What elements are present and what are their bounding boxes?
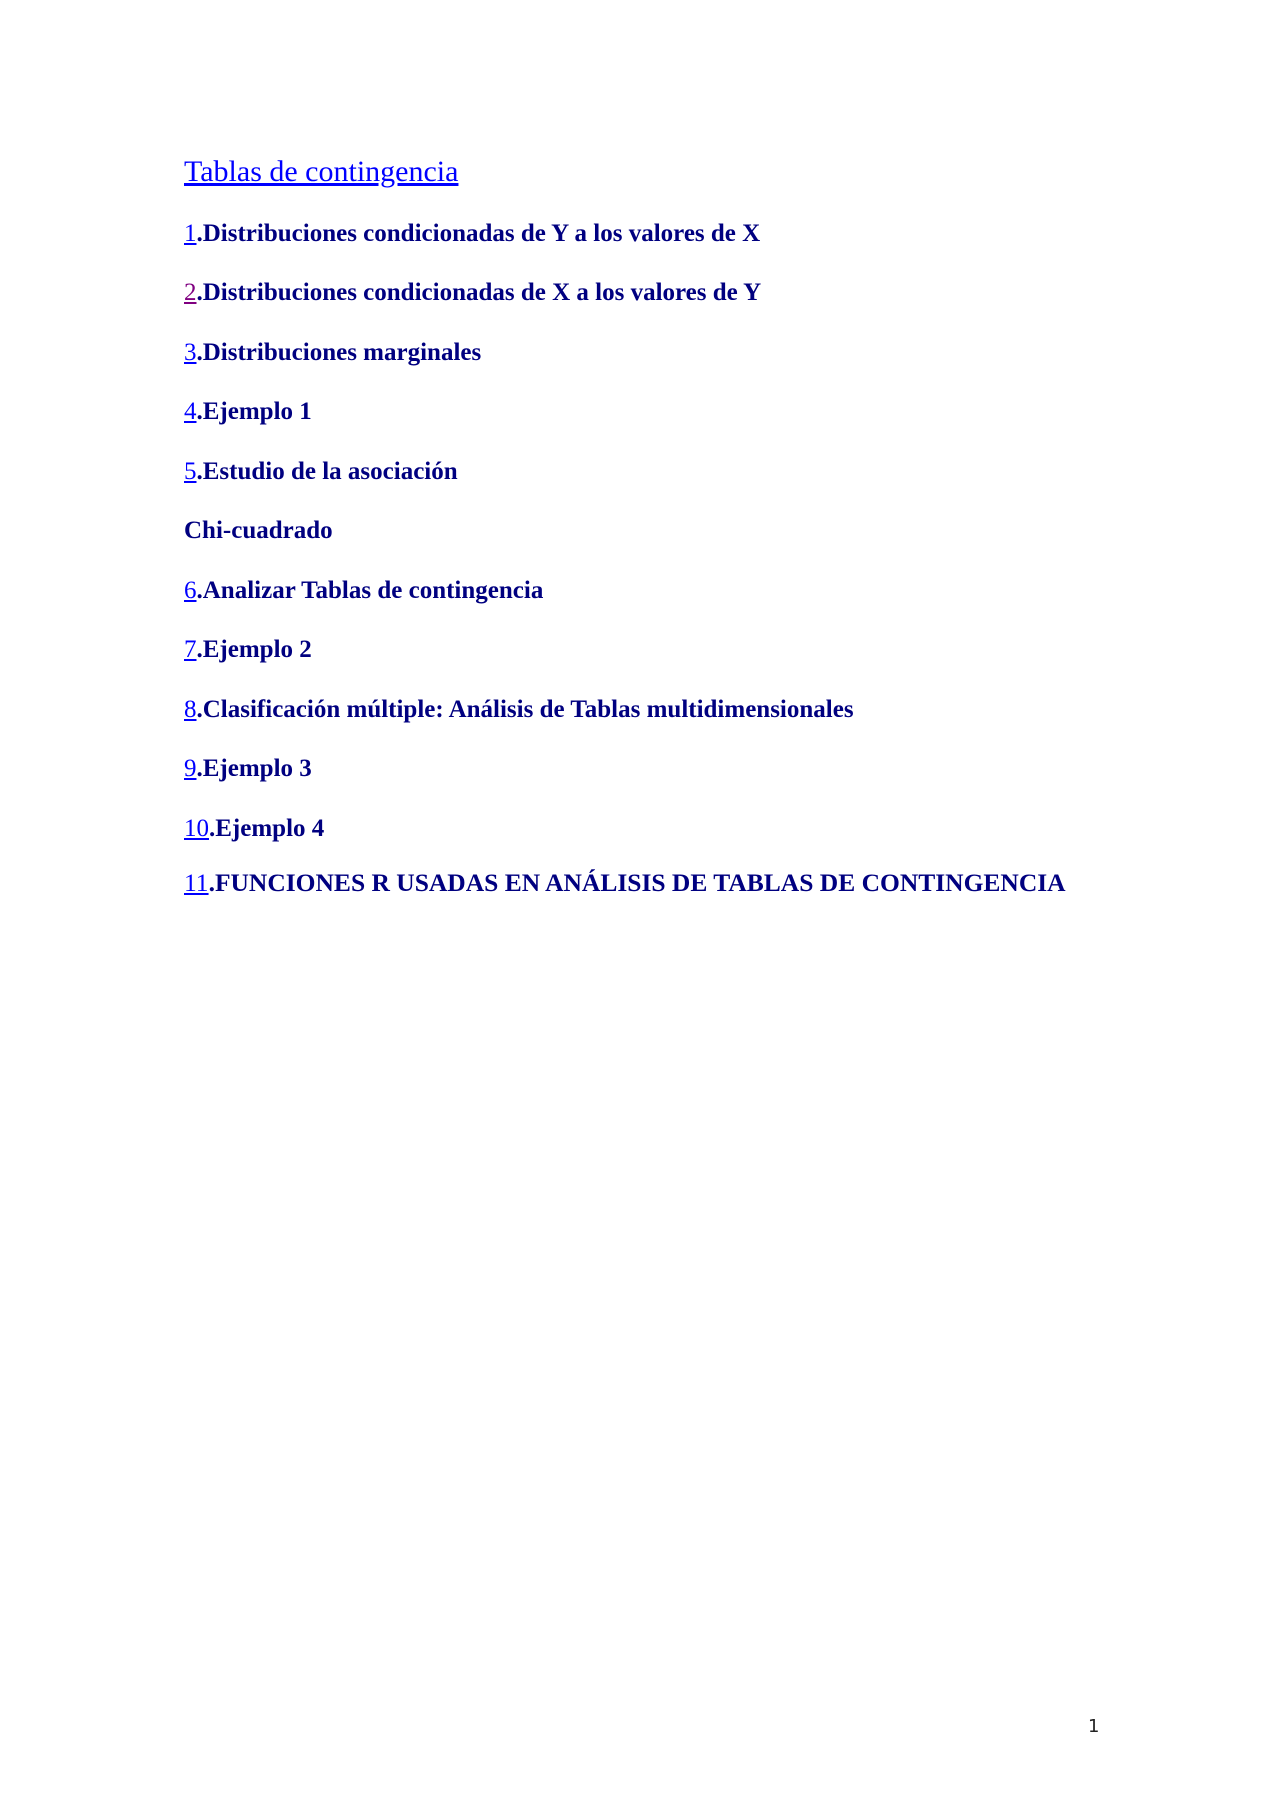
toc-text-2: .Distribuciones condicionadas de X a los valores de Y — [196, 279, 762, 306]
toc-link-9[interactable]: 9 — [184, 755, 197, 782]
toc-link-11[interactable]: 11 — [184, 868, 209, 897]
toc-item-3 — [184, 337, 481, 369]
toc-link-8[interactable]: 8 — [184, 696, 197, 723]
toc-text-1: .Distribuciones condicionadas de Y a los valores de X — [196, 220, 761, 247]
toc-link-10[interactable]: 10 — [184, 815, 209, 842]
toc-link-3[interactable]: 3 — [184, 339, 197, 366]
toc-link-2[interactable]: 2 — [184, 279, 197, 306]
toc-item-5 — [184, 456, 458, 488]
toc-link-4[interactable]: 4 — [184, 398, 197, 425]
toc-text-5: .Estudio de la asociación — [196, 458, 458, 485]
toc-item-2 — [184, 277, 761, 309]
toc-item-8 — [184, 694, 854, 726]
toc-text-11: .FUNCIONES R USADAS EN ANÁLISIS DE TABLAS DE CONTINGENCIA — [208, 868, 1066, 897]
toc-link-7[interactable]: 7 — [184, 636, 197, 663]
toc-item-7 — [184, 634, 312, 666]
toc-text-7: .Ejemplo 2 — [196, 636, 312, 663]
toc-text-4: .Ejemplo 1 — [196, 398, 312, 425]
toc-text-9: .Ejemplo 3 — [196, 755, 312, 782]
toc-item-6 — [184, 575, 543, 607]
toc-link-6[interactable]: 6 — [184, 577, 197, 604]
toc-item-11 — [184, 867, 1066, 899]
toc-text-10: .Ejemplo 4 — [209, 815, 325, 842]
toc-item-10 — [184, 813, 324, 845]
toc-text-chi-cuadrado: Chi-cuadrado — [184, 517, 333, 544]
toc-link-5[interactable]: 5 — [184, 458, 197, 485]
toc-item-4 — [184, 396, 312, 428]
toc-text-8: .Clasificación múltiple: Análisis de Tablas multidimensionales — [196, 696, 854, 723]
page-number: 1 — [1088, 1716, 1100, 1737]
toc-link-1[interactable]: 1 — [184, 220, 197, 247]
toc-text-3: .Distribuciones marginales — [196, 339, 482, 366]
toc-item-9 — [184, 753, 312, 785]
toc-item-1 — [184, 218, 760, 250]
toc-text-6: .Analizar Tablas de contingencia — [196, 577, 544, 604]
toc-subheading-chi-cuadrado — [184, 515, 333, 547]
document-title-link[interactable]: Tablas de contingencia — [184, 155, 459, 188]
